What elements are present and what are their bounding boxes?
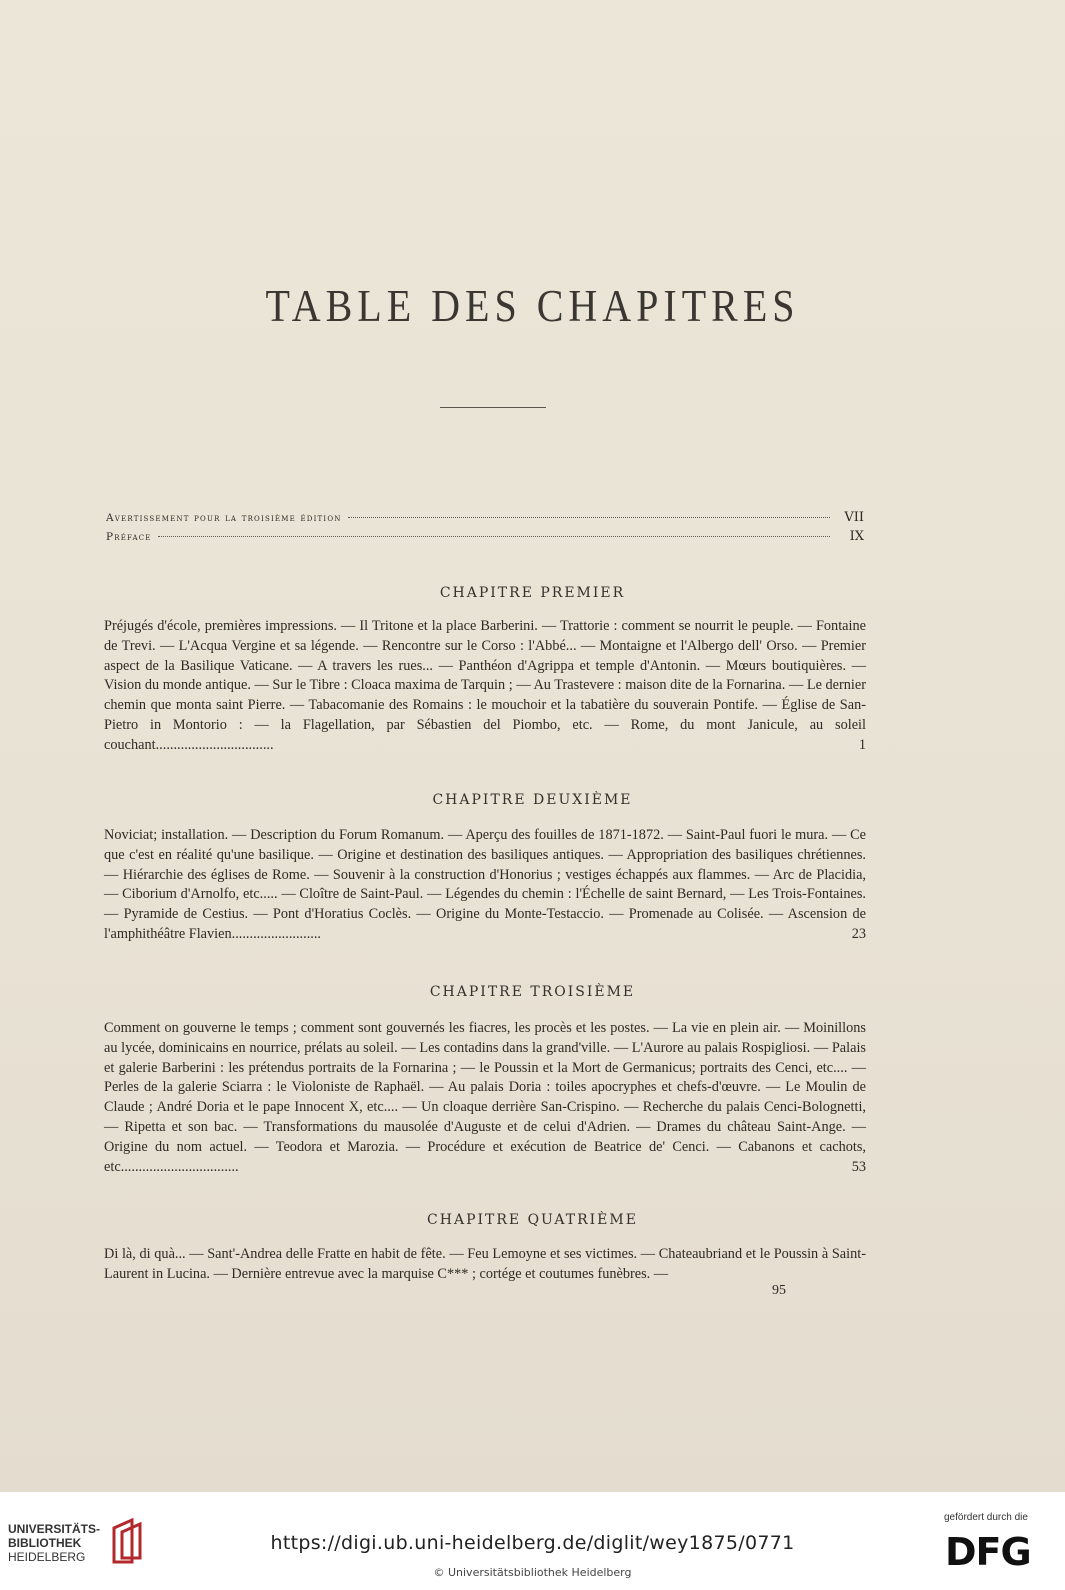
title-divider — [440, 407, 546, 408]
dot-leader — [348, 517, 830, 518]
chapter-page: 53 — [851, 1158, 866, 1175]
toc-entry-label: Avertissement pour la troisième édition — [106, 512, 342, 524]
toc-entry-page: VII — [844, 510, 864, 525]
chapter-summary-2 — [104, 826, 866, 945]
dfg-logo: DFG — [945, 1530, 1031, 1574]
chapter-page: 23 — [851, 925, 866, 942]
chapter-summary-3 — [104, 1019, 866, 1177]
toc-entry-label: Préface — [106, 531, 152, 543]
chapter-summary-text: Noviciat; installation. — Description du Forum Romanum. — Aperçu des fouilles de 1871-1872. — Saint-Paul fuori le mura. — Ce que c'est en réalité qu'une basilique. — Origine et destination des basiliques antiques. — Appropriation des basiliques chrétiennes. — Hiérarchie des églises de Rome. — Souvenir à la construction d'Honorius ; vestiges échappés aux flammes. — Arc de Placidia, — Ciborium d'Arnolfo, etc..... — Cloître de Saint-Paul. — Légendes du chemin : l'Échelle de saint Bernard, — Les Trois-Fontaines. — Pyramide de Cestius. — Pont d'Horatius Coclès. — Origine du Monte-Testaccio. — Promenade au Colisée. — Ascension de l'amphithéâtre Flavien......................... — [104, 827, 866, 942]
library-line-2: BIBLIOTHEK — [8, 1536, 82, 1550]
toc-entry-avertissement — [106, 510, 864, 525]
page-folio: 95 — [772, 1283, 786, 1298]
chapter-heading-1: CHAPITRE PREMIER — [439, 585, 626, 601]
chapter-summary-4 — [104, 1245, 866, 1285]
chapter-page: 1 — [858, 736, 866, 753]
chapter-summary-text: Comment on gouverne le temps ; comment sont gouvernés les fiacres, les procès et les postes. — La vie en plein air. — Moinillons au lycée, dominicains en nourrice, prélats au soleil. — Les contadins dans la grand'ville. — L'Aurore au palais Rospigliosi. — Palais et galerie Barberini : les prétendus portraits de la Fornarina ; — le Poussin et la Mort de Germanicus; portraits des Cenci, etc.... — Perles de la galerie Sciarra : le Violoniste de Raphaël. — Au palais Doria : toiles apocryphes et chefs-d'œuvre. — Le Moulin de Claude ; André Doria et le pape Innocent X, etc.... — Un cloaque derrière San-Crispino. — Recherche du palais Cenci-Bolognetti, — Ripetta et son bac. — Transformations du mausolée d'Auguste et de celui d'Adrien. — Drames du château Saint-Ange. — Origine du nom actuel. — Teodora et Marozia. — Procédure et exécution de Beatrice de' Cenci. — Cabanons et cachots, etc................................. — [104, 1020, 866, 1175]
chapter-heading-3: CHAPITRE TROISIÈME — [429, 984, 636, 1000]
permalink-url[interactable]: https://digi.ub.uni-heidelberg.de/diglit/wey1875/0771 — [270, 1532, 795, 1554]
copyright-notice: © Universitätsbibliothek Heidelberg — [433, 1566, 632, 1579]
chapter-summary-1 — [104, 617, 866, 756]
toc-entry-preface — [106, 529, 864, 544]
page-title: TABLE DES CHAPITRES — [265, 279, 800, 332]
dot-leader — [158, 536, 830, 537]
toc-entry-page: IX — [849, 529, 864, 544]
chapter-summary-text: Préjugés d'école, premières impressions. — Il Tritone et la place Barberini. — Trattorie : comment se nourrit le peuple. — Fontaine de Trevi. — L'Acqua Vergine et sa légende. — Rencontre sur le Corso : l'Abbé... — Montaigne et l'Albergo dell' Orso. — Premier aspect de la Basilique Vaticane. — A travers les rues... — Panthéon d'Agrippa et temple d'Antonin. — Mœurs boutiquières. — Vision du monde antique. — Sur le Tibre : Cloaca maxima de Tarquin ; — Au Trastevere : maison dite de la Fornarina. — Le dernier chemin que monta saint Pierre. — Tabacomanie des Romains : le mouchoir et la tabatière du souverain Pontife. — Église de San-Pietro in Montorio : — la Flagellation, par Sébastien del Piombo, etc. — Rome, du mont Janicule, au soleil couchant................................. — [104, 618, 866, 753]
library-line-3: HEIDELBERG — [8, 1550, 86, 1564]
chapter-heading-4: CHAPITRE QUATRIÈME — [427, 1212, 638, 1228]
chapter-summary-text: Di là, di quà... — Sant'-Andrea delle Fratte en habit de fête. — Feu Lemoyne et ses victimes. — Chateaubriand et le Poussin à Saint-Laurent in Lucina. — Dernière entrevue avec la marquise C*** ; cortége et coutumes funèbres. — — [104, 1246, 866, 1282]
library-line-1: UNIVERSITÄTS- — [8, 1522, 101, 1536]
viewer-footer — [0, 1492, 1065, 1590]
funding-label: gefördert durch die — [944, 1512, 1028, 1523]
chapter-heading-2: CHAPITRE DEUXIÈME — [432, 792, 633, 808]
